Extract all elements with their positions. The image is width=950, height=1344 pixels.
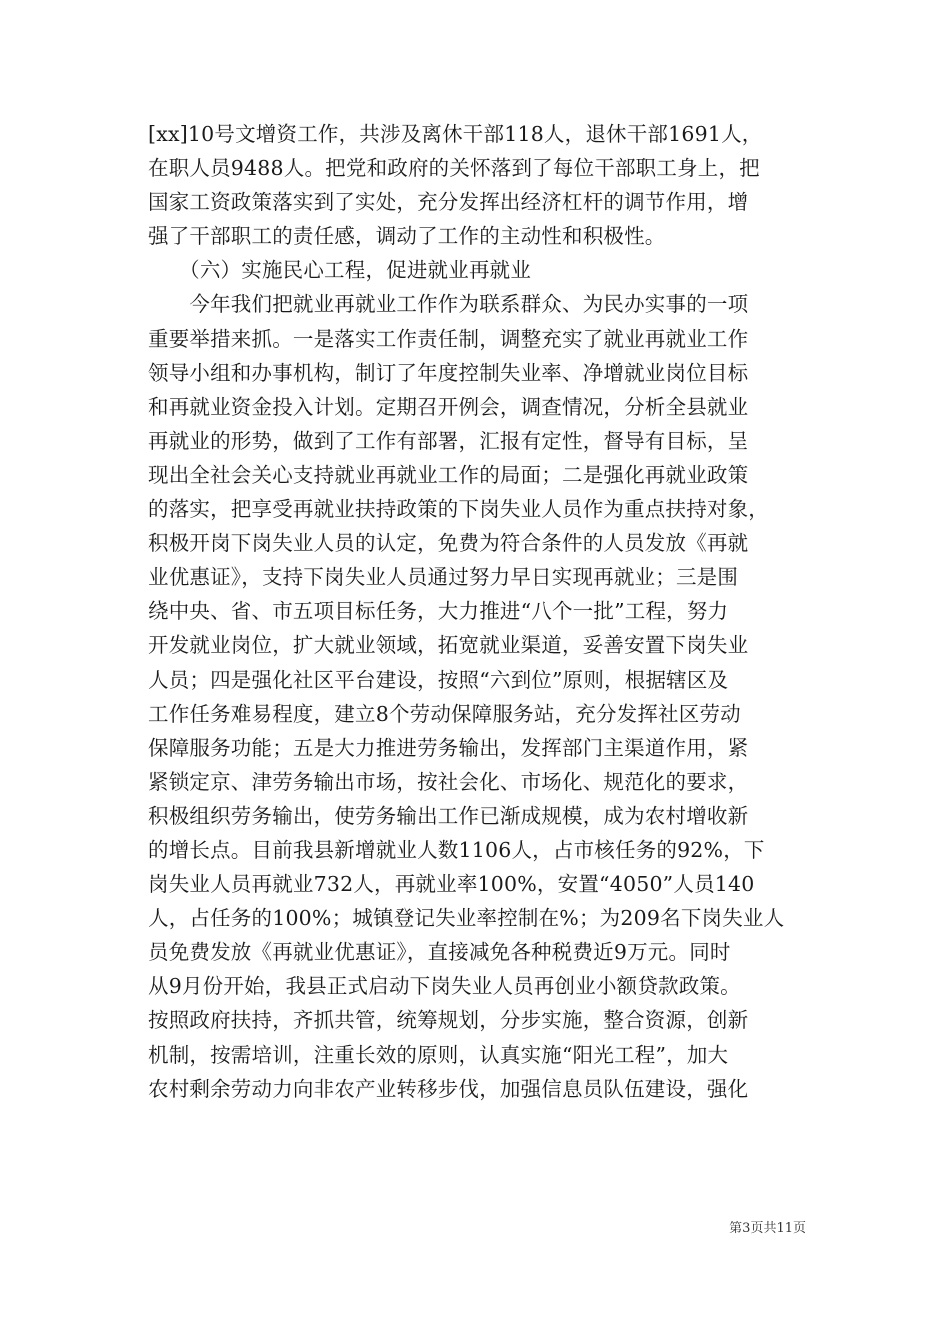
text-line: 员免费发放《再就业优惠证》，直接减免各种税费近9万元。同时 bbox=[148, 940, 731, 965]
text-line: 业优惠证》，支持下岗失业人员通过努力早日实现再就业；三是围 bbox=[148, 565, 739, 590]
text-line: 人，占任务的100%；城镇登记失业率控制在%；为209名下岗失业人 bbox=[148, 906, 785, 931]
text-line: 岗失业人员再就业732人，再就业率100%，安置“4050”人员140 bbox=[148, 872, 755, 897]
text-line: 领导小组和办事机构，制订了年度控制失业率、净增就业岗位目标 bbox=[148, 360, 749, 385]
text-line: 现出全社会关心支持就业再就业工作的局面；二是强化再就业政策 bbox=[148, 462, 749, 487]
text-line: [xx]10号文增资工作，共涉及离休干部118人，退休干部1691人， bbox=[148, 122, 763, 146]
document-body bbox=[148, 117, 810, 1106]
text-line: 和再就业资金投入计划。定期召开例会，调查情况，分析全县就业 bbox=[148, 394, 749, 419]
text-line: 从9月份开始，我县正式启动下岗失业人员再创业小额贷款政策。 bbox=[148, 974, 741, 999]
text-line: 重要举措来抓。一是落实工作责任制，调整充实了就业再就业工作 bbox=[148, 326, 749, 351]
section-heading: （六）实施民心工程，促进就业再就业 bbox=[148, 258, 532, 283]
page-number: 第3页共11页 bbox=[729, 1221, 806, 1236]
text-line: 的增长点。目前我县新增就业人数1106人，占市核任务的92%，下 bbox=[148, 837, 765, 862]
text-line: 在职人员9488人。把党和政府的关怀落到了每位干部职工身上，把 bbox=[148, 156, 760, 181]
text-line: 机制，按需培训，注重长效的原则，认真实施“阳光工程”，加大 bbox=[148, 1042, 729, 1067]
text-line: 按照政府扶持，齐抓共管，统筹规划，分步实施，整合资源，创新 bbox=[148, 1008, 749, 1033]
text-line: 工作任务难易程度，建立8个劳动保障服务站，充分发挥社区劳动 bbox=[148, 701, 741, 726]
text-line: 今年我们把就业再就业工作作为联系群众、为民办实事的一项 bbox=[148, 292, 749, 317]
text-line: 农村剩余劳动力向非农产业转移步伐，加强信息员队伍建设，强化 bbox=[148, 1076, 749, 1101]
text-line: 人员；四是强化社区平台建设，按照“六到位”原则，根据辖区及 bbox=[148, 667, 729, 692]
text-line: 开发就业岗位，扩大就业领域，拓宽就业渠道，妥善安置下岗失业 bbox=[148, 633, 749, 658]
text-line: 国家工资政策落实到了实处，充分发挥出经济杠杆的调节作用，增 bbox=[148, 190, 749, 215]
text-line: 的落实，把享受再就业扶持政策的下岗失业人员作为重点扶持对象， bbox=[148, 497, 769, 522]
text-line: 绕中央、省、市五项目标任务，大力推进“八个一批”工程，努力 bbox=[148, 599, 729, 624]
text-line: 紧锁定京、津劳务输出市场，按社会化、市场化、规范化的要求， bbox=[148, 769, 749, 794]
text-line: 积极组织劳务输出，使劳务输出工作已渐成规模，成为农村增收新 bbox=[148, 803, 749, 828]
text-line: 再就业的形势，做到了工作有部署，汇报有定性，督导有目标，呈 bbox=[148, 428, 749, 453]
text-line: 积极开岗下岗失业人员的认定，免费为符合条件的人员发放《再就 bbox=[148, 531, 749, 556]
text-line: 保障服务功能；五是大力推进劳务输出，发挥部门主渠道作用，紧 bbox=[148, 735, 749, 760]
text-line: 强了干部职工的责任感，调动了工作的主动性和积极性。 bbox=[148, 224, 666, 249]
